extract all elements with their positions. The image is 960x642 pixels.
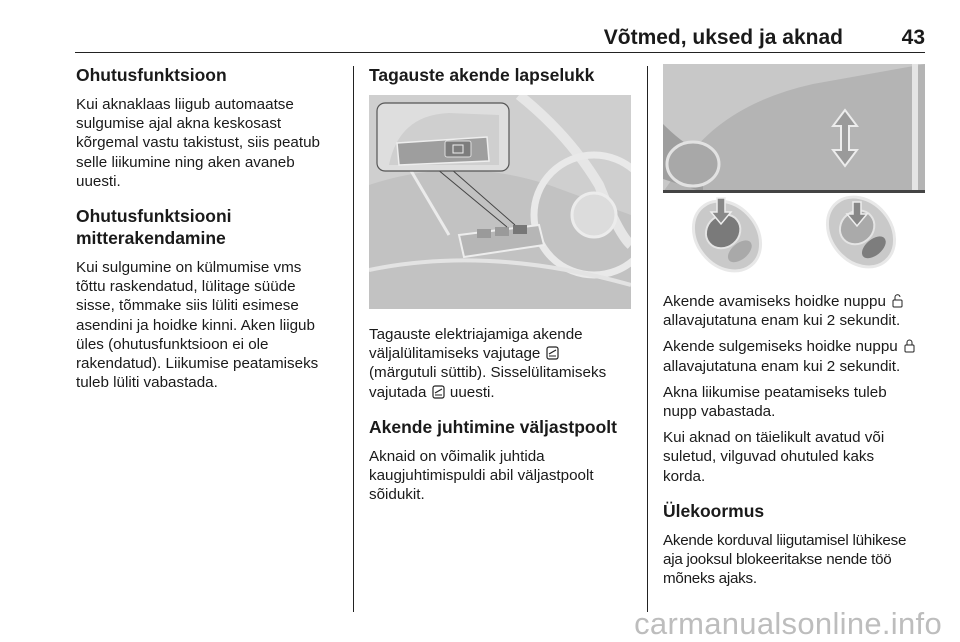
heading-line: mitterakendamine — [76, 228, 226, 249]
text-line: kõrgemal vastu takistust, siis peatub — [76, 134, 320, 152]
text-line: Kui sulgumine on külmumise vms — [76, 259, 302, 277]
column-divider-1 — [353, 66, 354, 612]
text-line: sisse, tõmmake siis lüliti esimese — [76, 297, 299, 315]
text-line: sulgumise ajal akna keskosast — [76, 115, 282, 133]
lock-icon — [903, 339, 916, 353]
heading-safety-override — [76, 205, 342, 249]
page-header — [75, 26, 925, 50]
text-line: rakendatud). Liikumise peatamiseks — [76, 355, 319, 373]
text-line: asendini ja hoidke kinni. Aken liigub — [76, 316, 315, 334]
heading-overload: Ülekoormus — [663, 500, 765, 521]
para-safety-function — [76, 95, 342, 191]
text-line: allavajutatuna enam kui 2 sekundit. — [663, 312, 901, 330]
door-switch-illustration — [369, 95, 631, 309]
text-line: vajutada — [369, 383, 427, 401]
heading-remote-control: Akende juhtimine väljastpoolt — [369, 416, 617, 437]
text-line: selle liikumine ning aken avaneb — [76, 153, 295, 171]
text-line: uuesti. — [76, 172, 121, 190]
text-line: uuesti. — [449, 383, 495, 401]
text-line: Kui aknad on täielikult avatud või — [663, 429, 885, 447]
heading-line: Ohutusfunktsiooni — [76, 206, 232, 227]
child-lock-icon — [432, 385, 445, 399]
para-remote-control — [369, 447, 637, 505]
para-hazard-flash — [663, 428, 929, 486]
window-remote-illustration — [663, 64, 925, 276]
column-3 — [663, 64, 929, 588]
text-line: (märgutuli süttib). Sisselülitamiseks — [369, 364, 607, 382]
heading-child-lock: Tagauste akende lapselukk — [369, 65, 595, 85]
header-rule — [75, 52, 925, 53]
text-line: Akna liikumise peatamiseks tuleb — [663, 383, 887, 401]
window-remote-drawing — [663, 64, 925, 276]
text-line: Akende avamiseks hoidke nuppu — [663, 293, 886, 310]
text-line: allavajutatuna enam kui 2 sekundit. — [663, 357, 901, 375]
text-line: suletud, vilguvad ohutuled kaks — [663, 448, 875, 466]
text-line: korda. — [663, 467, 706, 485]
door-switch-drawing — [369, 95, 631, 309]
para-close-windows — [663, 337, 929, 375]
child-lock-icon — [546, 346, 559, 360]
column-divider-2 — [647, 66, 648, 612]
para-child-lock — [369, 325, 637, 402]
text-line: sõidukit. — [369, 486, 425, 504]
text-line: mõneks ajaks. — [663, 570, 757, 588]
column-1 — [76, 64, 342, 392]
para-stop-movement — [663, 383, 929, 421]
page-number: 43 — [901, 26, 925, 49]
text-line: tuleb lüliti vabastada. — [76, 374, 218, 392]
text-line: Kui aknaklaas liigub automaatse — [76, 96, 294, 113]
text-line: aja jooksul blokeeritakse nende töö — [663, 551, 892, 569]
para-overload — [663, 531, 929, 589]
watermark: carmanualsonline.info — [634, 606, 942, 641]
unlock-icon — [891, 294, 904, 308]
text-line: kaugjuhtimispuldi abil väljastpoolt — [369, 467, 594, 485]
column-2 — [369, 64, 637, 504]
text-line: Akende sulgemiseks hoidke nuppu — [663, 338, 898, 356]
text-line: Aknaid on võimalik juhtida — [369, 447, 545, 465]
text-line: väljalülitamiseks vajutage — [369, 345, 541, 363]
text-line: üles (ohutusfunktsioon ei ole — [76, 335, 269, 353]
header-title: Võtmed, uksed ja aknad — [603, 26, 843, 49]
text-line: nupp vabastada. — [663, 403, 776, 421]
para-open-windows — [663, 292, 929, 330]
heading-safety-function: Ohutusfunktsioon — [76, 65, 227, 85]
text-line: Tagauste elektriajamiga akende — [369, 326, 583, 343]
text-line: tõttu raskendatud, lülitage süüde — [76, 278, 296, 296]
text-line: Akende korduval liigutamisel lühikese — [663, 531, 907, 549]
para-safety-override — [76, 258, 342, 392]
